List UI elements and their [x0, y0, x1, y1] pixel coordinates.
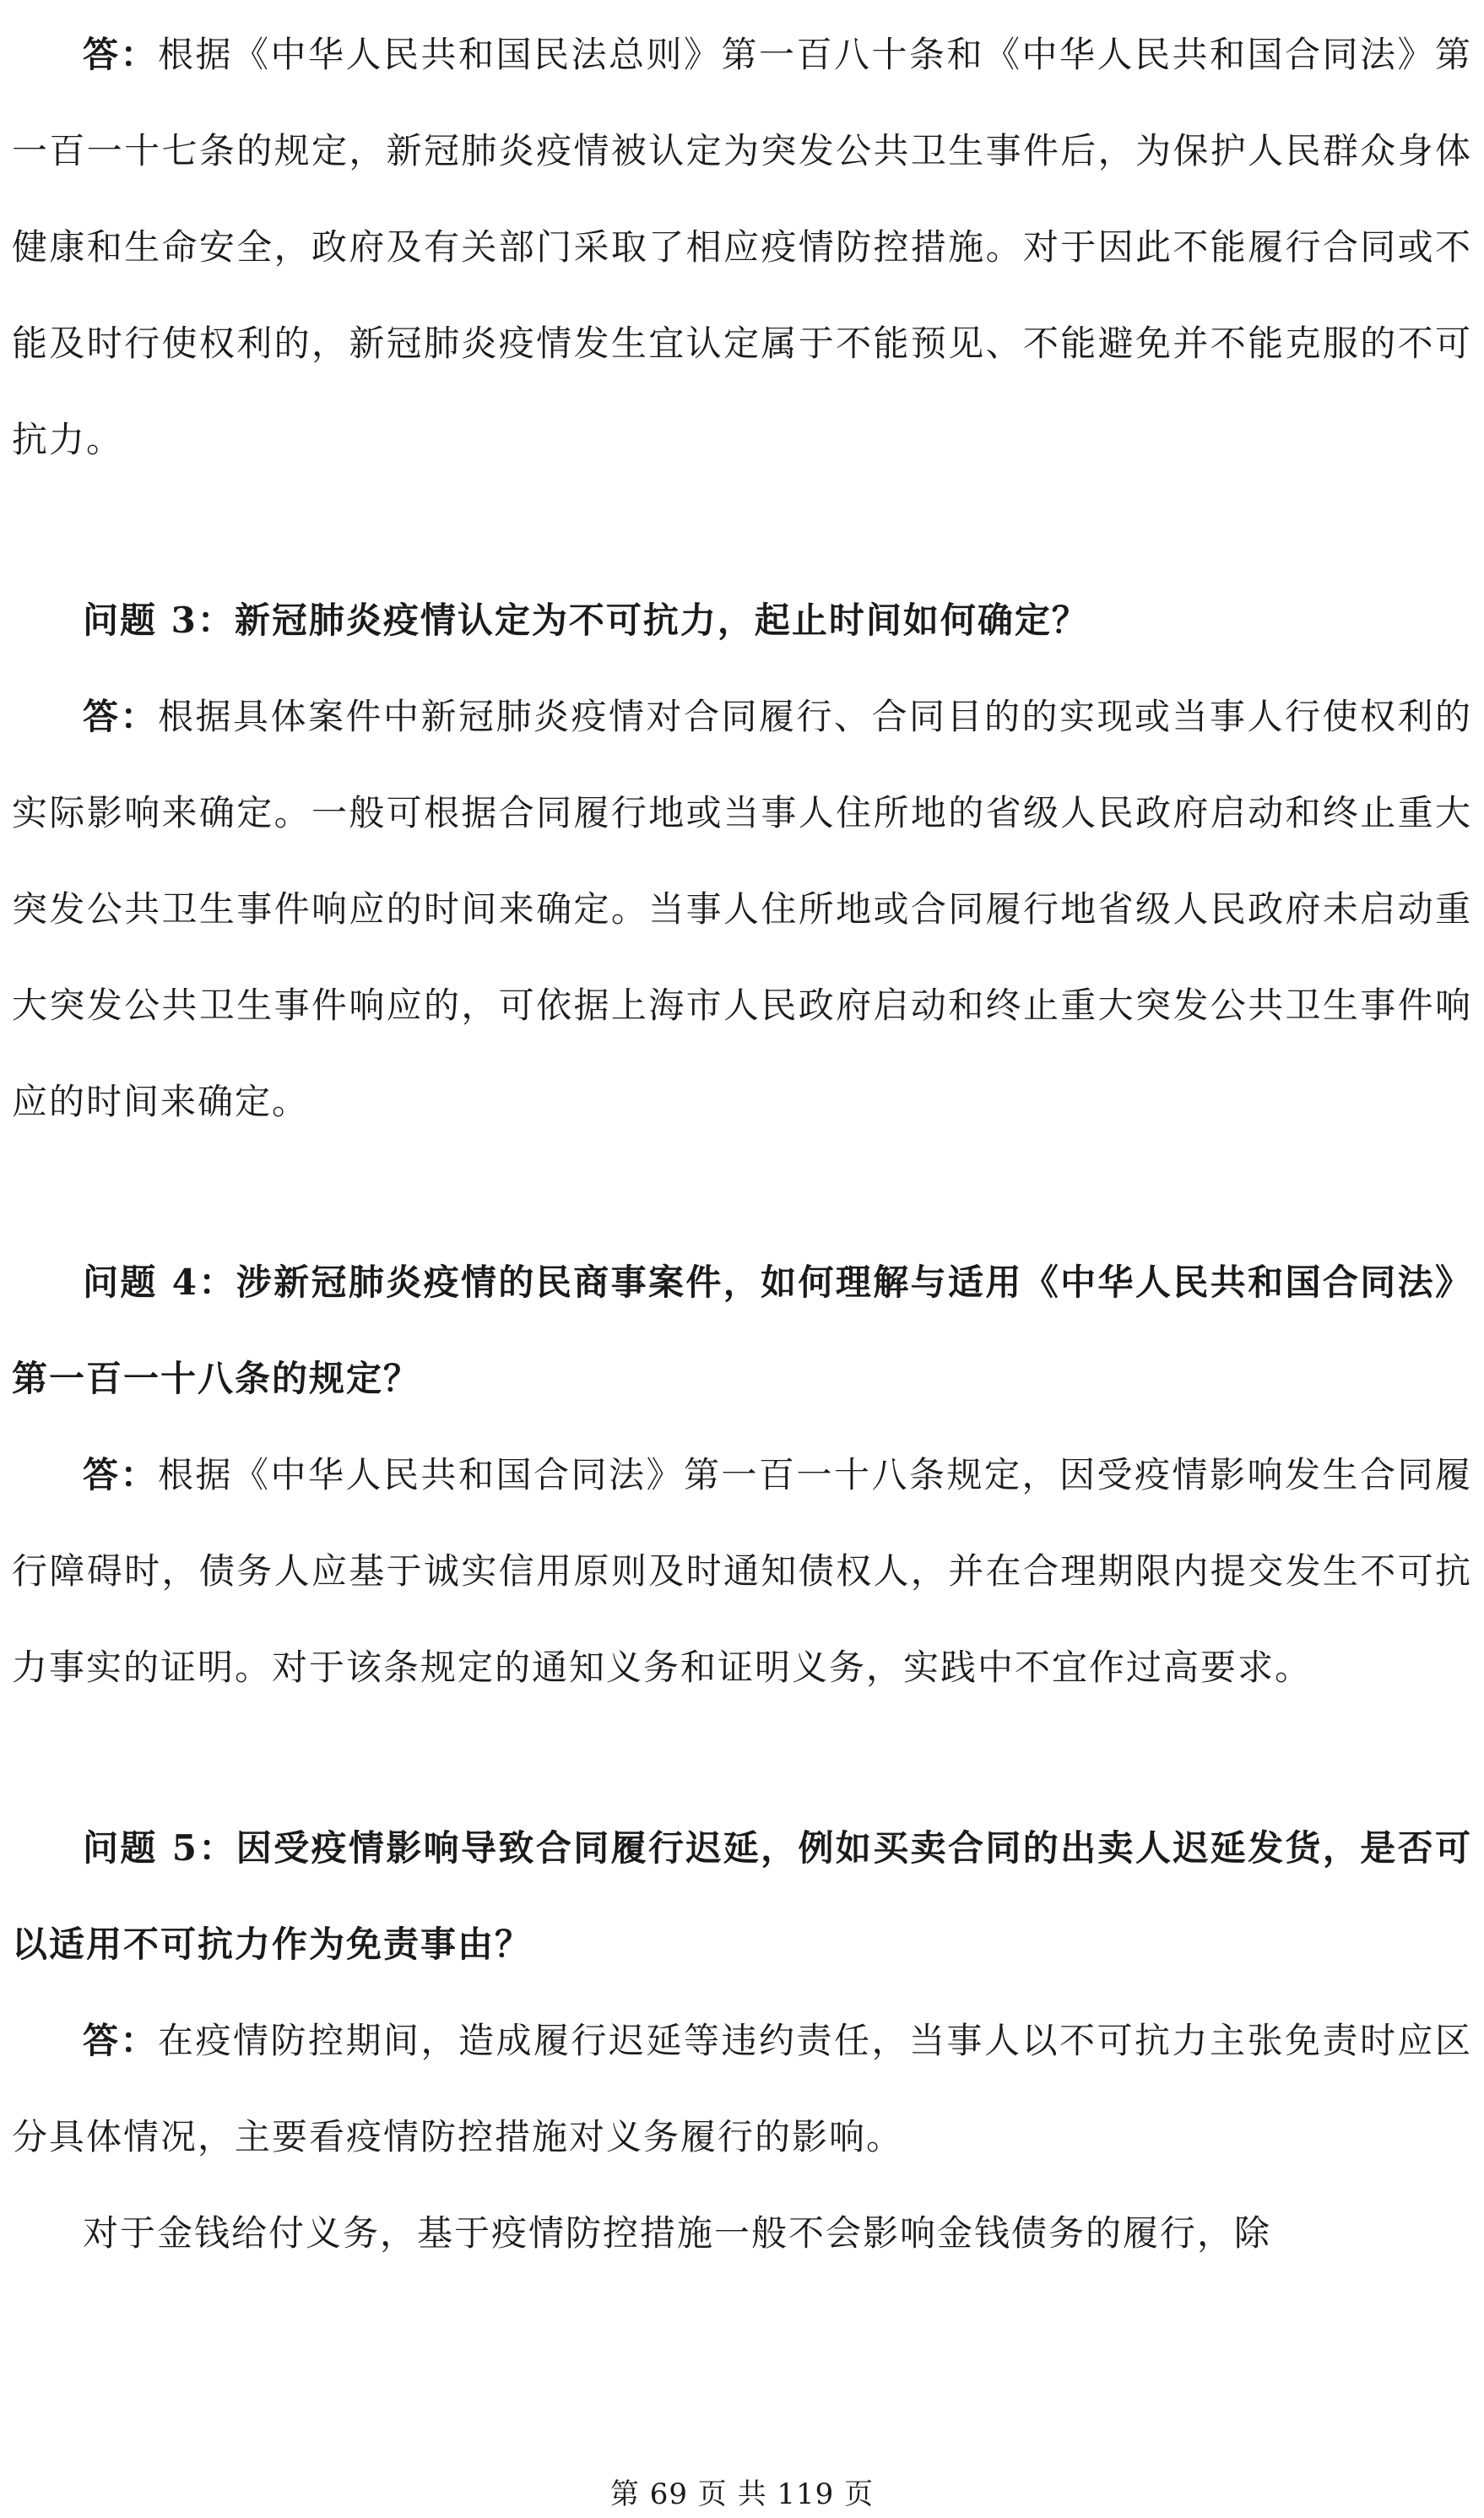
- answer-paragraph-3: [12, 669, 1472, 1150]
- answer-paragraph-5: [12, 1993, 1472, 2185]
- answer-paragraph-4: [12, 1427, 1472, 1716]
- answer-text: 根据具体案件中新冠肺炎疫情对合同履行、合同目的的实现或当事人行使权利的实际影响来确定。一般可根据合同履行地或当事人住所地的省级人民政府启动和终止重大突发公共卫生事件响应的时间来确定。当事人住所地或合同履行地省级人民政府未启动重大突发公共卫生事件响应的，可依据上海市人民政府启动和终止重大突发公共卫生事件响应的时间来确定。: [12, 696, 1472, 1122]
- answer-label: 答：: [83, 34, 158, 75]
- section-spacer: [12, 1716, 1472, 1800]
- section-spacer: [12, 488, 1472, 573]
- answer-label: 答：: [83, 2020, 158, 2061]
- body-paragraph: 对于金钱给付义务，基于疫情防控措施一般不会影响金钱债务的履行，除: [83, 2212, 1272, 2254]
- answer-text: 在疫情防控期间，造成履行迟延等违约责任，当事人以不可抗力主张免责时应区分具体情况，主要看疫情防控措施对义务履行的影响。: [12, 2020, 1472, 2157]
- question-5-heading: 问题 5：因受疫情影响导致合同履行迟延，例如买卖合同的出卖人迟延发货，是否可以适用不可抗力作为免责事由？: [12, 1827, 1472, 1965]
- page-footer: 第 69 页 共 119 页: [609, 2477, 875, 2511]
- question-4-heading: 问题 4：涉新冠肺炎疫情的民商事案件，如何理解与适用《中华人民共和国合同法》第一百一十八条的规定？: [12, 1262, 1472, 1399]
- answer-text: 根据《中华人民共和国合同法》第一百一十八条规定，因受疫情影响发生合同履行障碍时，债务人应基于诚实信用原则及时通知债权人，并在合理期限内提交发生不可抗力事实的证明。对于该条规定的通知义务和证明义务，实践中不宜作过高要求。: [12, 1454, 1472, 1688]
- answer-label: 答：: [83, 696, 158, 737]
- answer-text: 根据《中华人民共和国民法总则》第一百八十条和《中华人民共和国合同法》第一百一十七条的规定，新冠肺炎疫情被认定为突发公共卫生事件后，为保护人民群众身体健康和生命安全，政府及有关部门采取了相应疫情防控措施。对于因此不能履行合同或不能及时行使权利的，新冠肺炎疫情发生宜认定属于不能预见、不能避免并不能克服的不可抗力。: [12, 34, 1472, 460]
- document-body: [12, 7, 1472, 2282]
- section-spacer: [12, 1150, 1472, 1235]
- question-3-heading: 问题 3：新冠肺炎疫情认定为不可抗力，起止时间如何确定？: [83, 600, 1089, 641]
- answer-paragraph-1: [12, 7, 1472, 488]
- answer-label: 答：: [83, 1454, 158, 1495]
